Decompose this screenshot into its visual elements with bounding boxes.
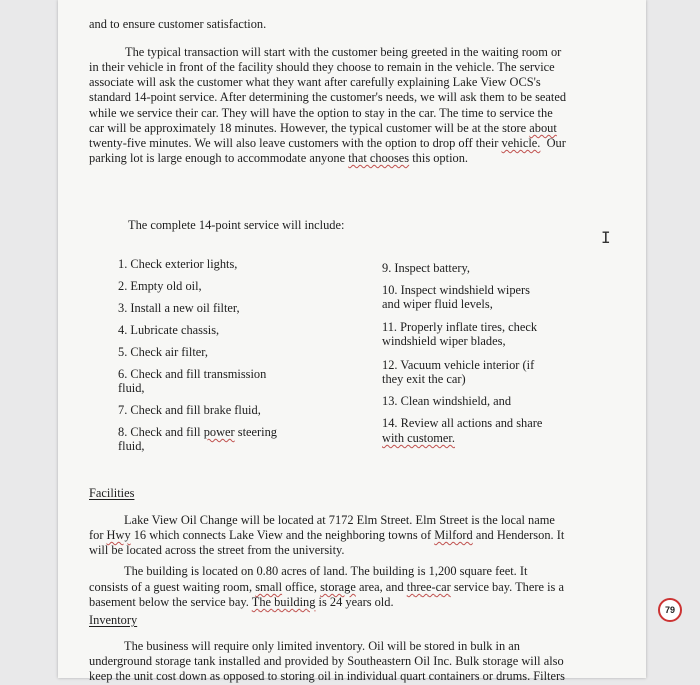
intro-line-7-text: twenty-five minutes. We will also leave customers with the option to drop off their bbox=[89, 136, 502, 150]
service-item-8-text: 8. Check and fill bbox=[118, 425, 204, 439]
service-item-6-line-2: fluid, bbox=[118, 381, 145, 395]
service-item-13: 13. Clean windshield, and bbox=[382, 394, 512, 408]
flagged-word-about[interactable]: about bbox=[529, 121, 557, 135]
facilities-p2-line-2 bbox=[89, 580, 564, 596]
flagged-word-power[interactable]: power bbox=[203, 425, 235, 439]
intro-line-7 bbox=[89, 136, 566, 152]
facilities-p2-line-2-b: office, bbox=[282, 580, 321, 594]
facilities-p2-line-2-a: consists of a guest waiting room, bbox=[89, 580, 256, 594]
facilities-p1-line-2-a: for bbox=[89, 528, 107, 542]
intro-line-3: associate will ask the customer what they want after carefully explaining Lake View OCS's bbox=[89, 75, 541, 89]
intro-line-6 bbox=[89, 121, 557, 137]
facilities-p1-line-1: Lake View Oil Change will be located at 7172 Elm Street. Elm Street is the local name bbox=[124, 513, 555, 527]
inventory-line-3: keep the unit cost down as opposed to storing oil in individual quart containers or drums. Filters bbox=[89, 669, 565, 683]
intro-line-8-tail: this option. bbox=[409, 151, 469, 165]
service-item-9: 9. Inspect battery, bbox=[382, 261, 470, 275]
inventory-line-2: underground storage tank installed and provided by Southeastern Oil Inc. Bulk storage will also bbox=[89, 654, 564, 668]
flagged-word-that-chooses[interactable]: that chooses bbox=[348, 151, 410, 165]
intro-line-8-text: parking lot is large enough to accommodate anyone bbox=[89, 151, 349, 165]
inventory-line-1: The business will require only limited inventory. Oil will be stored in bulk in an bbox=[124, 639, 520, 653]
flagged-word-three-car[interactable]: three-car bbox=[406, 580, 451, 594]
service-item-14-line-2 bbox=[382, 431, 455, 446]
flagged-word-storage[interactable]: storage bbox=[320, 580, 356, 594]
service-item-14-line-1: 14. Review all actions and share bbox=[382, 416, 543, 430]
facilities-p2-line-3-b: is 24 years old. bbox=[315, 595, 394, 609]
service-item-11-line-2: windshield wiper blades, bbox=[382, 334, 506, 348]
intro-line-2: in their vehicle in front of the facility should they choose to remain in the vehicle. The service bbox=[89, 60, 555, 74]
facilities-heading bbox=[89, 486, 134, 502]
service-item-2: 2. Empty old oil, bbox=[118, 279, 202, 293]
facilities-p2-line-2-c: area, and bbox=[355, 580, 407, 594]
service-item-7: 7. Check and fill brake fluid, bbox=[118, 403, 261, 417]
service-item-8-line-1 bbox=[118, 425, 277, 440]
text-cursor-icon: I bbox=[601, 228, 611, 247]
flagged-word-hwy[interactable]: Hwy bbox=[106, 528, 131, 542]
flagged-word-with-customer[interactable]: with customer. bbox=[382, 431, 455, 445]
service-item-1: 1. Check exterior lights, bbox=[118, 257, 238, 271]
notification-badge[interactable]: 79 bbox=[658, 598, 682, 622]
intro-line-0: and to ensure customer satisfaction. bbox=[89, 17, 267, 31]
flagged-word-vehicle[interactable]: vehicle. bbox=[501, 136, 541, 150]
service-item-8-line-2: fluid, bbox=[118, 439, 145, 453]
intro-line-5: while we service their car. They will have the option to stay in the car. The time to service the bbox=[89, 106, 553, 120]
service-item-12-line-2: they exit the car) bbox=[382, 372, 466, 386]
intro-line-1: The typical transaction will start with the customer being greeted in the waiting room or bbox=[125, 45, 562, 59]
inventory-heading bbox=[89, 613, 137, 629]
service-item-6-line-1: 6. Check and fill transmission bbox=[118, 367, 267, 381]
facilities-p1-line-2-c: and Henderson. It bbox=[472, 528, 565, 542]
facilities-p2-line-2-d: service bay. There is a bbox=[450, 580, 564, 594]
service-item-10-line-1: 10. Inspect windshield wipers bbox=[382, 283, 530, 297]
service-item-12-line-1: 12. Vacuum vehicle interior (if bbox=[382, 358, 535, 372]
flagged-word-milford[interactable]: Milford bbox=[434, 528, 473, 542]
facilities-p2-line-3-a: basement below the service bay. bbox=[89, 595, 252, 609]
service-item-5: 5. Check air filter, bbox=[118, 345, 208, 359]
service-heading: The complete 14-point service will include: bbox=[128, 218, 345, 232]
service-item-10-line-2: and wiper fluid levels, bbox=[382, 297, 493, 311]
inventory-heading-text: Inventory bbox=[89, 613, 138, 627]
service-item-11-line-1: 11. Properly inflate tires, check bbox=[382, 320, 538, 334]
facilities-p1-line-2 bbox=[89, 528, 564, 544]
facilities-p2-line-1: The building is located on 0.80 acres of land. The building is 1,200 square feet. It bbox=[124, 564, 528, 578]
facilities-p1-line-2-b: 16 which connects Lake View and the neighboring towns of bbox=[130, 528, 435, 542]
service-item-8-tail: steering bbox=[234, 425, 277, 439]
intro-line-8 bbox=[89, 151, 468, 167]
facilities-p2-line-3 bbox=[89, 595, 394, 611]
service-item-4: 4. Lubricate chassis, bbox=[118, 323, 220, 337]
intro-line-4: standard 14-point service. After determining the customer's needs, we will ask them to be seated bbox=[89, 90, 567, 104]
facilities-p1-line-3: will be located across the street from the university. bbox=[89, 543, 345, 557]
intro-line-6-text: car will be approximately 18 minutes. However, the typical customer will be at the store bbox=[89, 121, 530, 135]
service-item-3: 3. Install a new oil filter, bbox=[118, 301, 240, 315]
flagged-phrase-the-building[interactable]: The building bbox=[251, 595, 316, 609]
flagged-word-small[interactable]: small bbox=[255, 580, 283, 594]
intro-line-7-tail: Our bbox=[546, 136, 566, 150]
facilities-heading-text: Facilities bbox=[89, 486, 135, 500]
